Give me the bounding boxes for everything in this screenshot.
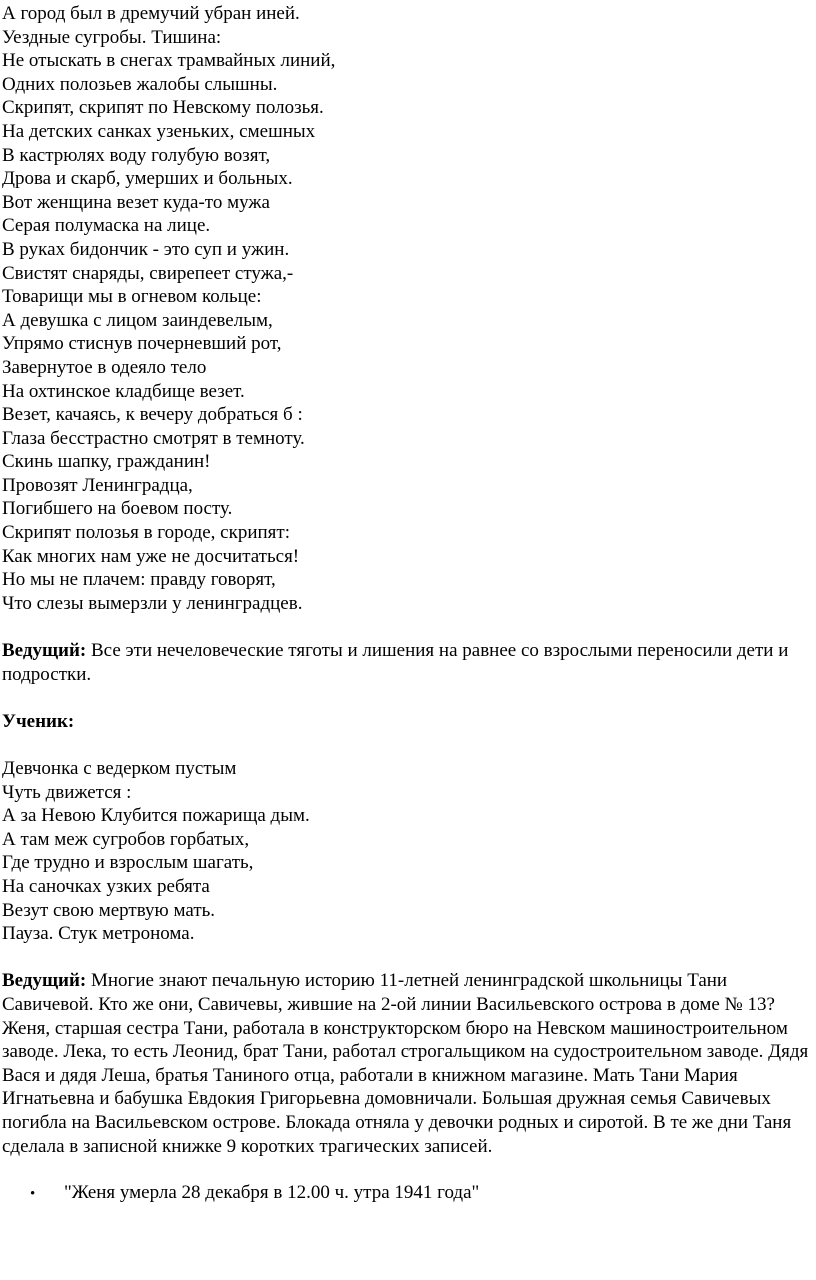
poem-line: В руках бидончик - это суп и ужин.: [2, 238, 290, 260]
poem-line: А там меж сугробов горбатых,: [2, 828, 250, 850]
poem-line: Погибшего на боевом посту.: [2, 498, 233, 520]
poem-line: Везут свою мертвую мать.: [2, 899, 216, 921]
poem-line: Товарищи мы в огневом кольце:: [2, 286, 262, 308]
poem-line: Что слезы вымерзли у ленинградцев.: [2, 592, 303, 614]
list-item: [2, 1181, 816, 1207]
poem-line: Скинь шапку, гражданин!: [2, 451, 211, 473]
host-paragraph-2: [2, 969, 812, 1158]
poem-line: Свистят снаряды, свирепеет стужа,-: [2, 262, 294, 284]
bullet-icon: •: [30, 1186, 36, 1203]
poem-line: А девушка с лицом заиндевелым,: [2, 309, 273, 331]
spacer: [2, 686, 816, 710]
poem-line: На саночках узких ребята: [2, 875, 210, 897]
speaker-label: Ведущий:: [2, 640, 87, 662]
poem-line: Одних полозьев жалобы слышны.: [2, 73, 278, 95]
poem-line: Упрямо стиснув почерневший рот,: [2, 333, 282, 355]
poem-line: А город был в дремучий убран иней.: [2, 3, 300, 24]
poem-line: Как многих нам уже не досчитаться!: [2, 545, 300, 567]
poem-line: Но мы не плачем: правду говорят,: [2, 569, 276, 591]
host-paragraph-1: [2, 639, 812, 686]
list-item-text: "Женя умерла 28 декабря в 12.00 ч. утра 1941 года": [64, 1182, 480, 1204]
speaker-label: Ведущий:: [2, 970, 87, 992]
poem-1: [2, 2, 816, 615]
poem-line: Не отыскать в снегах трамвайных линий,: [2, 50, 336, 72]
poem-line: Дрова и скарб, умерших и больных.: [2, 168, 293, 190]
speaker-label-student: Ученик:: [2, 710, 75, 732]
poem-line: Везет, качаясь, к вечеру добраться б :: [2, 404, 303, 426]
poem-line: Серая полумаска на лице.: [2, 215, 211, 237]
paragraph-text: Многие знают печальную историю 11-летней ленинградской школьницы Тани Савичевой. Кто же они, Савичевы, жившие на 2-ой линии Васильевского острова в доме № 13? Женя, старшая сестра Тани, работала в конструкторском бюро на Невском машиностроительном заводе. Лека, то есть Леонид, брат Тани, работал строгальщиком на судостроительном заводе. Дядя Вася и дядя Леша, братья Таниного отца, работали в книжном магазине. Мать Тани Мария Игнатьевна и бабушка Евдокия Григорьевна домовничали. Большая дружная семья Савичевых погибла на Васильевском острове. Блокада отняла у девочки родных и сиротой. В те же дни Таня сделала в записной книжке 9 коротких трагических записей.: [2, 970, 809, 1157]
poem-line: Чуть движется :: [2, 781, 132, 803]
poem-line: Где трудно и взрослым шагать,: [2, 852, 254, 874]
poem-line: Скрипят полозья в городе, скрипят:: [2, 522, 291, 544]
spacer: [2, 946, 816, 970]
poem-line: Глаза бесстрастно смотрят в темноту.: [2, 427, 305, 449]
poem-line: Скрипят, скрипят по Невскому полозья.: [2, 97, 324, 119]
poem-line: Девчонка с ведерком пустым: [2, 758, 237, 779]
paragraph-text: Все эти нечеловеческие тяготы и лишения на равнее со взрослыми переносили дети и подростки.: [2, 640, 789, 685]
poem-line: Пауза. Стук метронома.: [2, 923, 195, 945]
spacer: [2, 615, 816, 639]
spacer: [2, 733, 816, 757]
poem-line: На охтинское кладбище везет.: [2, 380, 245, 402]
poem-line: Провозят Ленинградца,: [2, 474, 193, 496]
poem-line: А за Невою Клубится пожарища дым.: [2, 805, 310, 827]
poem-line: Вот женщина везет куда-то мужа: [2, 191, 270, 213]
poem-2: [2, 757, 816, 946]
poem-line: Уездные сугробы. Тишина:: [2, 26, 222, 48]
poem-line: На детских санках узеньких, смешных: [2, 120, 316, 142]
poem-line: Завернутое в одеяло тело: [2, 356, 207, 378]
poem-line: В кастрюлях воду голубую возят,: [2, 144, 271, 166]
